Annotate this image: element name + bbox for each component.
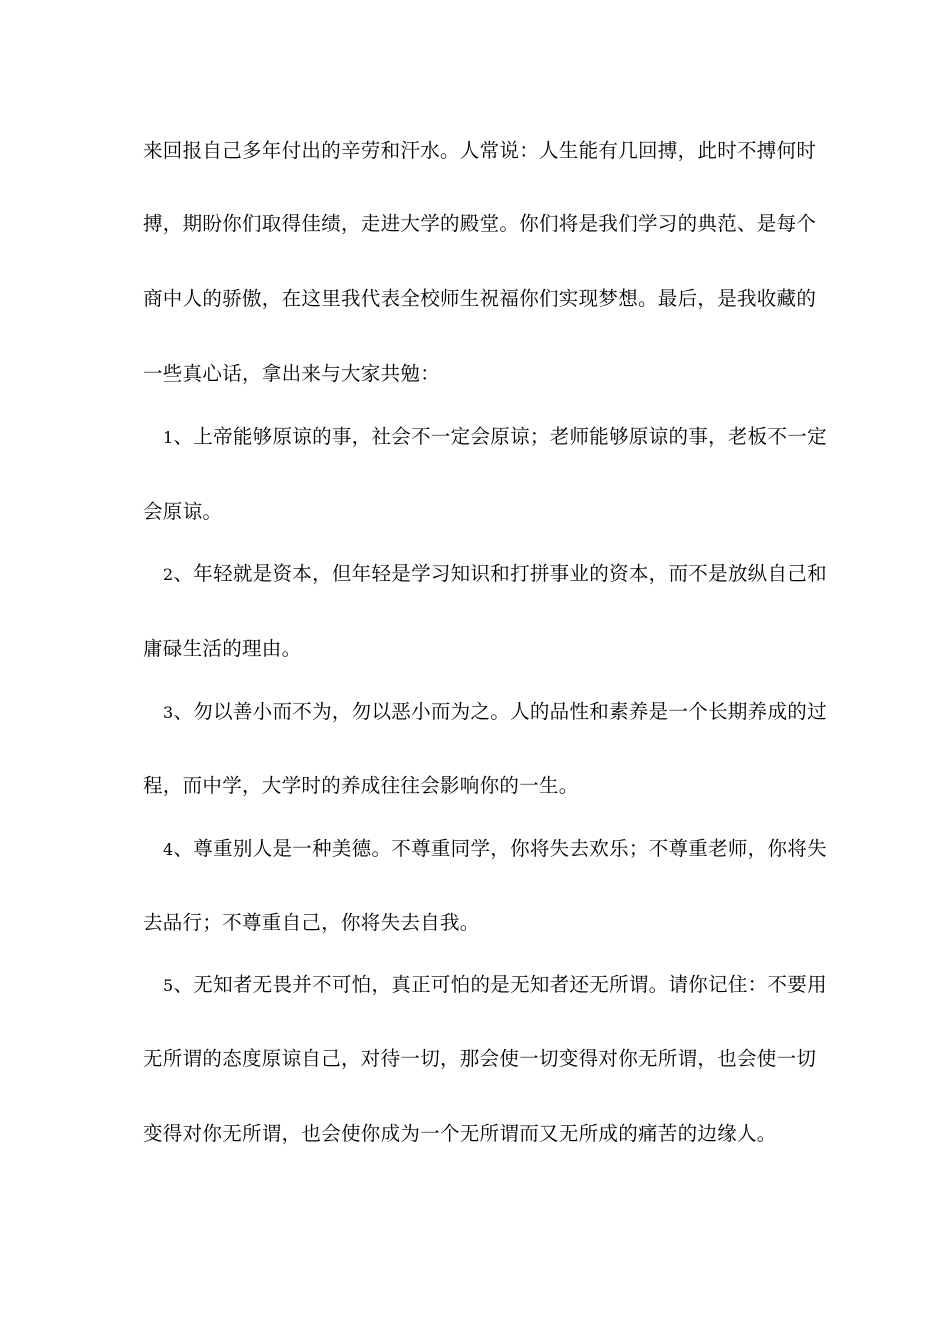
paragraph-line: 去品行；不尊重自己，你将失去自我。 [143, 911, 480, 934]
paragraph-line: 商中人的骄傲，在这里我代表全校师生祝福你们实现梦想。最后，是我收藏的 [143, 287, 817, 310]
list-item-text: 、上帝能够原谅的事，社会不一定会原谅；老师能够原谅的事，老板不一定 [173, 425, 827, 448]
list-item-4 [163, 837, 827, 862]
list-item-5 [163, 973, 827, 998]
paragraph-line: 一些真心话，拿出来与大家共勉： [143, 362, 441, 385]
paragraph-line: 变得对你无所谓，也会使你成为一个无所谓而又无所成的痛苦的边缘人。 [143, 1122, 777, 1145]
list-number: 2 [163, 565, 174, 584]
list-number: 3 [163, 703, 174, 722]
list-item-3 [163, 700, 827, 725]
paragraph-line: 来回报自己多年付出的辛劳和汗水。人常说：人生能有几回搏，此时不搏何时 [143, 139, 817, 162]
list-number: 5 [163, 976, 174, 995]
list-number: 1 [163, 428, 174, 447]
paragraph-line: 会原谅。 [143, 500, 223, 523]
paragraph-line: 程，而中学，大学时的养成往往会影响你的一生。 [143, 774, 579, 797]
list-item-text: 、年轻就是资本，但年轻是学习知识和打拼事业的资本，而不是放纵自己和 [173, 562, 827, 585]
list-item-text: 、无知者无畏并不可怕，真正可怕的是无知者还无所谓。请你记住：不要用 [173, 973, 827, 996]
list-item-text: 、尊重别人是一种美德。不尊重同学，你将失去欢乐；不尊重老师，你将失 [173, 837, 827, 860]
list-number: 4 [163, 840, 174, 859]
list-item-text: 、勿以善小而不为，勿以恶小而为之。人的品性和素养是一个长期养成的过 [173, 700, 827, 723]
list-item-1 [163, 425, 827, 450]
list-item-2 [163, 562, 827, 587]
paragraph-line: 庸碌生活的理由。 [143, 637, 302, 660]
paragraph-line: 搏，期盼你们取得佳绩，走进大学的殿堂。你们将是我们学习的典范、是每个 [143, 212, 817, 235]
paragraph-line: 无所谓的态度原谅自己，对待一切，那会使一切变得对你无所谓，也会使一切 [143, 1047, 817, 1070]
